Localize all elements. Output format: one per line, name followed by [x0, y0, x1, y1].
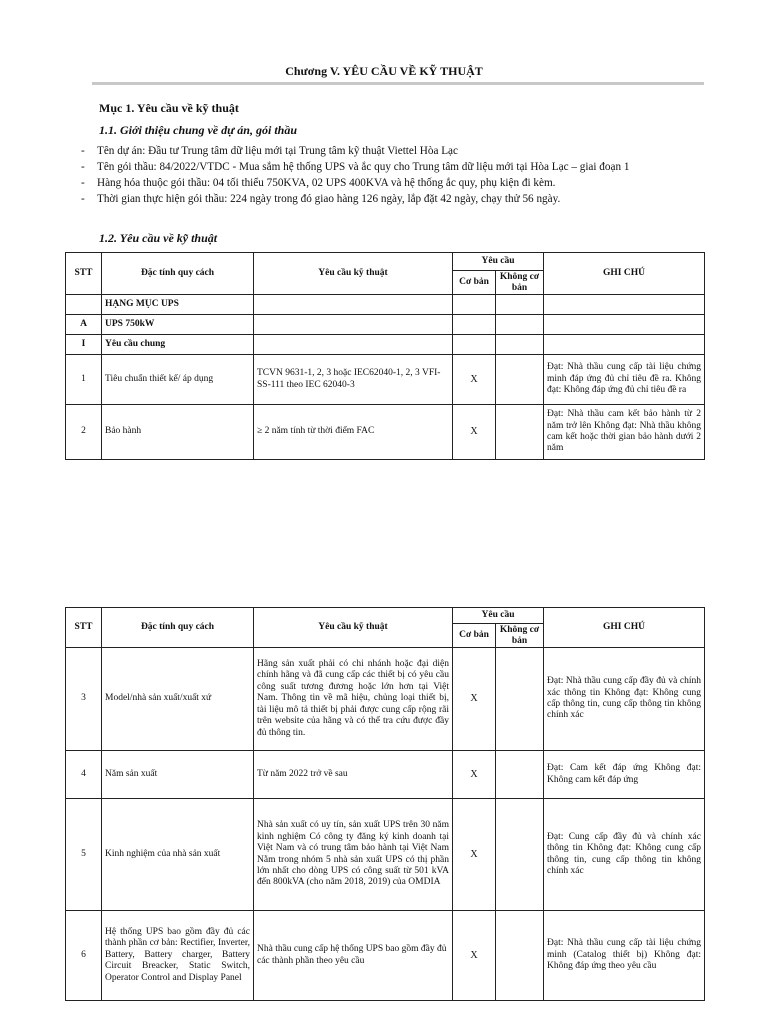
- cell-stt: I: [66, 335, 102, 355]
- bullet-dash: -: [81, 161, 85, 173]
- cell-non-basic: [496, 751, 544, 799]
- subheading-project-intro: 1.1. Giới thiệu chung về dự án, gói thầu: [99, 123, 297, 137]
- header-spec: Đặc tính quy cách: [102, 253, 254, 295]
- cell-requirement: Từ năm 2022 trở về sau: [254, 751, 453, 799]
- cell-basic: X: [453, 355, 496, 405]
- subheading-technical-requirements: 1.2. Yêu cầu về kỹ thuật: [99, 231, 218, 245]
- list-item: [79, 160, 699, 175]
- cell-stt: 4: [66, 751, 102, 799]
- list-item: [79, 176, 699, 191]
- cell-spec: Bảo hành: [102, 405, 254, 460]
- cell-stt: 3: [66, 648, 102, 751]
- cell-spec: Năm sản xuất: [102, 751, 254, 799]
- cell-non-basic: [496, 648, 544, 751]
- header-note: GHI CHÚ: [544, 608, 705, 648]
- header-requirement-group: Yêu cầu: [453, 608, 544, 624]
- cell-non-basic: [496, 295, 544, 315]
- cell-spec: Yêu cầu chung: [102, 335, 254, 355]
- cell-basic: X: [453, 648, 496, 751]
- cell-note: Đạt: Cam kết đáp ứng Không đạt: Không cam kết đáp ứng: [544, 751, 705, 799]
- header-stt: STT: [66, 608, 102, 648]
- header-non-basic: Không cơ bản: [496, 271, 544, 295]
- cell-requirement: Hãng sản xuất phải có chi nhánh hoặc đại diện chính hãng và đã cung cấp các thiết bị có yêu cầu công suất tương đương hoặc lớn hơn tại Việt Nam. Thông tin về mã hiệu, chủng loại thiết bị, tài liệu mô tả thiết bị phải được cung cấp rộng rãi trên website của hãng và có thể tra cứu được đầy đủ thông tin.: [254, 648, 453, 751]
- page-title: Chương V. YÊU CẦU VỀ KỸ THUẬT: [285, 64, 483, 78]
- cell-stt: 6: [66, 911, 102, 1001]
- cell-basic: X: [453, 405, 496, 460]
- list-item: [79, 144, 699, 159]
- bullet-dash: -: [81, 177, 85, 189]
- cell-spec: UPS 750kW: [102, 315, 254, 335]
- table-row: [66, 315, 705, 335]
- table-row: [66, 751, 705, 799]
- list-item-text: Tên gói thầu: 84/2022/VTDC - Mua sắm hệ thống UPS và ắc quy cho Trung tâm dữ liệu mới tại Hòa Lạc – giai đoạn 1: [97, 161, 630, 173]
- table-row: [66, 911, 705, 1001]
- header-requirement-group: Yêu cầu: [453, 253, 544, 271]
- cell-note: Đạt: Nhà thầu cung cấp tài liệu chứng minh đáp ứng đủ chỉ tiêu đề ra. Không đạt: Không đáp ứng đủ chỉ tiêu đề ra: [544, 355, 705, 405]
- cell-note: Đạt: Cung cấp đầy đủ và chính xác thông tin Không đạt: Không cung cấp thông tin, cung cấp thông tin không chính xác: [544, 799, 705, 911]
- requirements-table-1: [65, 252, 705, 460]
- table-row: [66, 295, 705, 315]
- cell-spec: Model/nhà sản xuất/xuất xứ: [102, 648, 254, 751]
- cell-basic: X: [453, 911, 496, 1001]
- cell-spec: HẠNG MỤC UPS: [102, 295, 254, 315]
- cell-non-basic: [496, 335, 544, 355]
- cell-basic: [453, 335, 496, 355]
- bullet-dash: -: [81, 193, 85, 205]
- cell-basic: [453, 315, 496, 335]
- header-basic: Cơ bản: [453, 624, 496, 648]
- header-requirement: Yêu cầu kỹ thuật: [254, 253, 453, 295]
- header-note: GHI CHÚ: [544, 253, 705, 295]
- cell-spec: Kinh nghiệm của nhà sản xuất: [102, 799, 254, 911]
- cell-note: Đạt: Nhà thầu cung cấp tài liệu chứng minh (Catalog thiết bị) Không đạt: Không đáp ứng theo yêu cầu: [544, 911, 705, 1001]
- list-item-text: Tên dự án: Đầu tư Trung tâm dữ liệu mới tại Trung tâm kỹ thuật Viettel Hòa Lạc: [97, 145, 458, 157]
- cell-spec: Hệ thống UPS bao gồm đầy đủ các thành phần cơ bản: Rectifier, Inverter, Battery, Battery charger, Battery Circuit Breacker, Static Switch, Operator Control and Display Panel: [102, 911, 254, 1001]
- table-row: [66, 405, 705, 460]
- project-info-list: [79, 144, 699, 208]
- cell-requirement: [254, 315, 453, 335]
- cell-non-basic: [496, 405, 544, 460]
- table-row: [66, 335, 705, 355]
- cell-requirement: Nhà thầu cung cấp hệ thống UPS bao gồm đầy đủ các thành phần theo yêu cầu: [254, 911, 453, 1001]
- cell-note: [544, 295, 705, 315]
- title-rule: [92, 82, 704, 85]
- table-row: [66, 355, 705, 405]
- cell-requirement: Nhà sản xuất có uy tín, sản xuất UPS trên 30 năm kinh nghiệm Có công ty đăng ký kinh doanh tại Việt Nam và có trung tâm bảo hành tại Việt Nam Nằm trong nhóm 5 nhà sản xuất UPS có thị phần lớn nhất cho dòng UPS có công suất từ 501 kVA đến 800kVA (cho năm 2018, 2019) của OMDIA: [254, 799, 453, 911]
- list-item: [79, 192, 699, 207]
- cell-non-basic: [496, 911, 544, 1001]
- table-row: [66, 648, 705, 751]
- header-non-basic: Không cơ bản: [496, 624, 544, 648]
- cell-note: [544, 315, 705, 335]
- header-requirement: Yêu cầu kỹ thuật: [254, 608, 453, 648]
- cell-stt: 5: [66, 799, 102, 911]
- header-stt: STT: [66, 253, 102, 295]
- cell-spec: Tiêu chuẩn thiết kế/ áp dụng: [102, 355, 254, 405]
- bullet-dash: -: [81, 145, 85, 157]
- list-item-text: Thời gian thực hiện gói thầu: 224 ngày trong đó giao hàng 126 ngày, lắp đặt 42 ngày, chạy thử 56 ngày.: [97, 193, 561, 205]
- table-row: [66, 799, 705, 911]
- cell-requirement: ≥ 2 năm tính từ thời điểm FAC: [254, 405, 453, 460]
- list-item-text: Hàng hóa thuộc gói thầu: 04 tối thiểu 750KVA, 02 UPS 400KVA và hệ thống ắc quy, phụ kiện đi kèm.: [97, 177, 556, 189]
- header-basic: Cơ bản: [453, 271, 496, 295]
- cell-note: Đạt: Nhà thầu cam kết bảo hành từ 2 năm trở lên Không đạt: Nhà thầu không cam kết hoặc thời gian bảo hành dưới 2 năm: [544, 405, 705, 460]
- cell-non-basic: [496, 355, 544, 405]
- requirements-table-2: [65, 607, 705, 1001]
- section-heading: Mục 1. Yêu cầu về kỹ thuật: [99, 101, 239, 115]
- cell-stt: A: [66, 315, 102, 335]
- cell-stt: 2: [66, 405, 102, 460]
- cell-note: [544, 335, 705, 355]
- cell-non-basic: [496, 315, 544, 335]
- cell-requirement: TCVN 9631-1, 2, 3 hoặc IEC62040-1, 2, 3 VFI-SS-111 theo IEC 62040-3: [254, 355, 453, 405]
- cell-requirement: [254, 295, 453, 315]
- cell-stt: 1: [66, 355, 102, 405]
- cell-basic: [453, 295, 496, 315]
- cell-non-basic: [496, 799, 544, 911]
- cell-stt: [66, 295, 102, 315]
- cell-basic: X: [453, 751, 496, 799]
- cell-requirement: [254, 335, 453, 355]
- cell-note: Đạt: Nhà thầu cung cấp đầy đủ và chính xác thông tin Không đạt: Không cung cấp thông tin, cung cấp thông tin không chính xác: [544, 648, 705, 751]
- header-spec: Đặc tính quy cách: [102, 608, 254, 648]
- cell-basic: X: [453, 799, 496, 911]
